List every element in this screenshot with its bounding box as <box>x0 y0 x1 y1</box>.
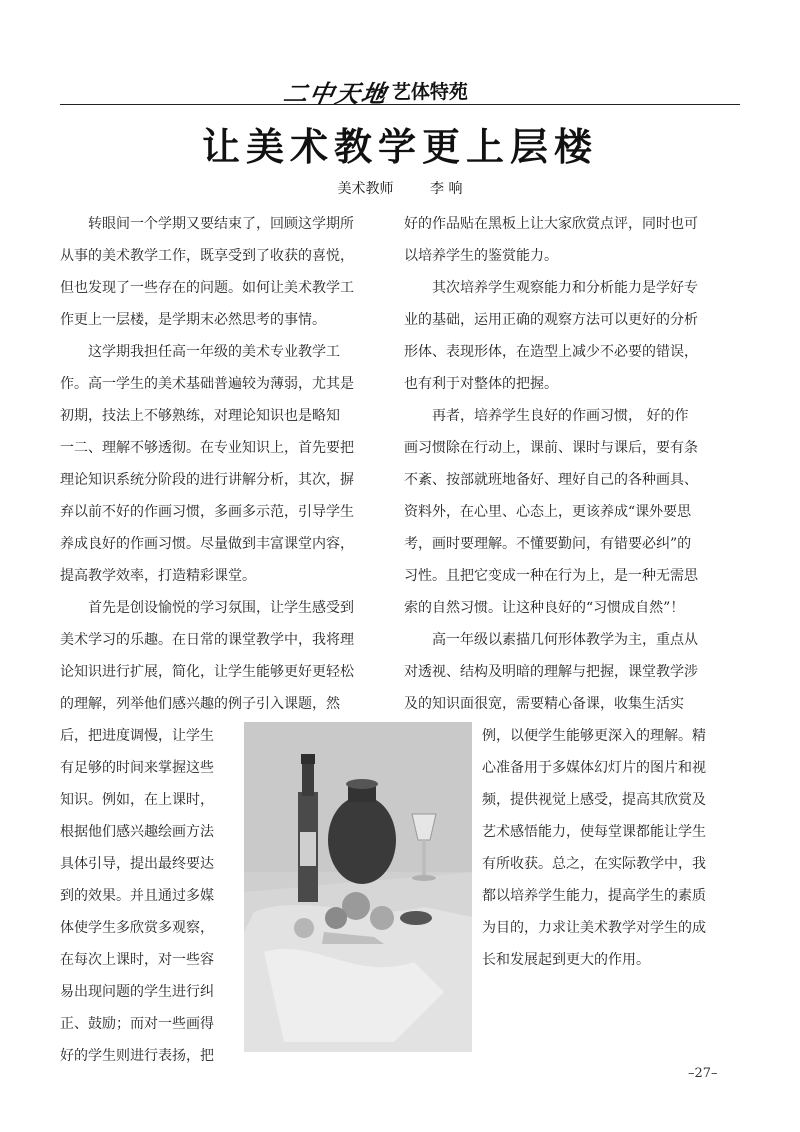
text-line: 习性。且把它变成一种在行为上，是一种无需思 <box>404 568 698 584</box>
text-line: 作更上一层楼，是学期末必然思考的事情。 <box>60 312 326 328</box>
brand-logo: 二中天地 <box>281 79 391 108</box>
text-line: 从事的美术教学工作，既享受到了收获的喜悦， <box>60 248 354 264</box>
text-line: 养成良好的作画习惯。尽量做到丰富课堂内容， <box>60 536 354 552</box>
still-life-painting <box>244 722 472 1052</box>
text-line: 艺术感悟能力，使每堂课都能让学生 <box>482 824 706 840</box>
text-line: 以培养学生的鉴赏能力。 <box>404 248 558 264</box>
text-line: 不紊、按部就班地备好、理好自己的各种画具、 <box>404 472 698 488</box>
text-line: 心准备用于多媒体幻灯片的图片和视 <box>482 760 706 776</box>
text-line: 频，提供视觉上感受，提高其欣赏及 <box>482 792 706 808</box>
text-line: 一二、理解不够透彻。在专业知识上，首先要把 <box>60 440 354 456</box>
article-title: 让美术教学更上层楼 <box>201 124 598 169</box>
text-line: 业的基础，运用正确的观察方法可以更好的分析 <box>404 312 698 328</box>
text-line: 这学期我担任高一年级的美术专业教学工 <box>88 344 340 360</box>
text-line: 形体、表现形体，在造型上减少不必要的错误， <box>404 344 698 360</box>
left-column <box>60 208 400 720</box>
page-header <box>60 74 740 108</box>
text-line: 转眼间一个学期又要结束了，回顾这学期所 <box>88 216 354 232</box>
text-line: 知识。例如，在上课时， <box>60 792 214 808</box>
text-line: 具体引导，提出最终要达 <box>60 856 214 872</box>
text-line: 作。高一学生的美术基础普遍较为薄弱，尤其是 <box>60 376 354 392</box>
text-line: 美术学习的乐趣。在日常的课堂教学中，我将理 <box>60 632 354 648</box>
text-line: 索的自然习惯。让这种良好的“习惯成自然”！ <box>404 600 685 616</box>
text-line: 资料外，在心里、心态上，更该养成“课外要思 <box>404 504 692 520</box>
right-column <box>404 208 740 720</box>
text-line: 提高教学效率，打造精彩课堂。 <box>60 568 256 584</box>
page-number: –27– <box>688 1066 718 1081</box>
text-line: 在每次上课时，对一些容 <box>60 952 214 968</box>
text-line: 首先是创设愉悦的学习氛围，让学生感受到 <box>88 600 354 616</box>
text-line: 好的学生则进行表扬，把 <box>60 1048 214 1064</box>
text-line: 初期，技法上不够熟练，对理论知识也是略知 <box>60 408 340 424</box>
author-name: 李 响 <box>430 181 463 197</box>
text-line: 为目的，力求让美术教学对学生的成 <box>482 920 706 936</box>
text-line: 也有利于对整体的把握。 <box>404 376 558 392</box>
text-line: 到的效果。并且通过多媒 <box>60 888 214 904</box>
text-line: 再者，培养学生良好的作画习惯， 好的作 <box>432 408 689 424</box>
text-line: 但也发现了一些存在的问题。如何让美术教学工 <box>60 280 354 296</box>
author-role: 美术教师 <box>337 181 394 197</box>
left-wrap-column <box>60 720 236 1072</box>
text-line: 有所收获。总之，在实际教学中，我 <box>482 856 706 872</box>
section-name: · 艺体特苑 <box>378 81 468 103</box>
text-line: 易出现问题的学生进行纠 <box>60 984 214 1000</box>
right-wrap-column <box>482 720 740 976</box>
text-line: 根据他们感兴趣绘画方法 <box>60 824 214 840</box>
text-line: 考，画时要理解。不懂要勤问，有错要必纠”的 <box>404 536 692 552</box>
text-line: 有足够的时间来掌握这些 <box>60 760 214 776</box>
text-line: 体使学生多欣赏多观察， <box>60 920 214 936</box>
text-line: 论知识进行扩展，简化，让学生能够更好更轻松 <box>60 664 354 680</box>
text-line: 其次培养学生观察能力和分析能力是学好专 <box>432 280 698 296</box>
byline <box>0 178 800 198</box>
text-line: 高一年级以素描几何形体教学为主，重点从 <box>432 632 698 648</box>
text-line: 的理解，列举他们感兴趣的例子引入课题，然 <box>60 696 340 712</box>
text-line: 正、鼓励；而对一些画得 <box>60 1016 214 1032</box>
text-line: 及的知识面很宽，需要精心备课，收集生活实 <box>404 696 684 712</box>
text-line: 画习惯除在行动上，课前、课时与课后，要有条 <box>404 440 698 456</box>
text-line: 理论知识系统分阶段的进行讲解分析，其次，摒 <box>60 472 354 488</box>
text-line: 后，把进度调慢，让学生 <box>60 728 214 744</box>
text-line: 弃以前不好的作画习惯，多画多示范，引导学生 <box>60 504 354 520</box>
text-line: 长和发展起到更大的作用。 <box>482 952 650 968</box>
text-line: 对透视、结构及明暗的理解与把握，课堂教学涉 <box>404 664 698 680</box>
text-line: 都以培养学生能力，提高学生的素质 <box>482 888 706 904</box>
text-line: 例，以便学生能够更深入的理解。精 <box>482 728 706 744</box>
text-line: 好的作品贴在黑板上让大家欣赏点评，同时也可 <box>404 216 698 232</box>
